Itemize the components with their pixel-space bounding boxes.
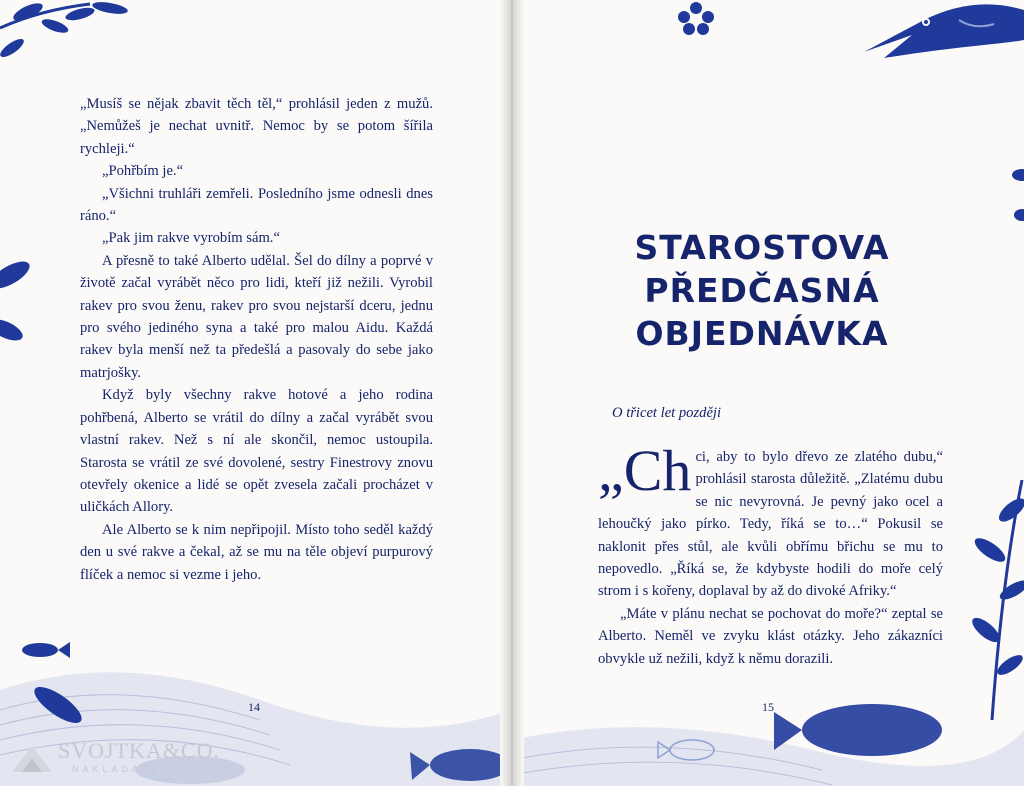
page-number-left: 14 <box>248 700 260 714</box>
chapter-title-line: OBJEDNÁVKA <box>635 314 889 353</box>
bird-illustration <box>864 0 1024 80</box>
publisher-watermark <box>10 738 240 780</box>
publisher-logo-icon <box>10 742 54 776</box>
chapter-title <box>612 226 912 355</box>
paragraph: Když byly všechny rakve hotové a jeho rodina pohřbená, Alberto se vrátil do dílny a začal vyrábět svou vlastní rakev. Než s ní ale skončil, nemoc ustoupila. Starosta se vrátil ze své dovolené, sestry Finestrovy znovu otevřely okenice a lidé se opět zvesela začali procházet v uličkách Allory. <box>80 387 433 516</box>
right-body-text <box>598 438 943 670</box>
paragraph: „Pak jim rakve vyrobím sám.“ <box>102 230 280 247</box>
plant-illustration-right <box>962 480 1024 720</box>
leaf-illustration-right-edge <box>1008 160 1024 230</box>
chapter-subtitle: O třicet let později <box>612 405 722 421</box>
paragraph: A přesně to také Alberto udělal. Šel do dílny a poprvé v životě začal vyrábět něco pro lidi, kteří již nežili. Vyrobil rakev pro svou ženu, rakev pro svou nejstarší dceru, jednu pro svého jediného syna a také pro malou Aidu. Každá rakev byla menší než ta předešlá a pasovaly do sebe jako matrjošky. <box>80 252 433 381</box>
paragraph: „Máte v plánu nechat se pochovat do moře?“ zeptal se Alberto. Neměl ve zvyku klást otázky. Jeho zákazníci obvykle už nežili, když k němu dorazili. <box>598 605 943 667</box>
paragraph-text: ci, aby to bylo dřevo ze zlatého dubu,“ prohlásil starosta důležitě. „Zlatému dubu se nic nevyrovná. Je pevný jako ocel a lehoučký jako pírko. Tedy, říká se to…“ Pokusil se naklonit přes stůl, ale kvůli obřímu břichu se mu to nepovedlo. „Říká se, že kdybyste hodili do moře celý strom i s kořeny, doplaval by až do divoké Afriky.“ <box>598 449 943 600</box>
paragraph: Ale Alberto se k nim nepřipojil. Místo toho seděl každý den u své rakve a čekal, až se mu na těle objeví purpurový flíček a nemoc si vezme i jeho. <box>80 521 433 583</box>
publisher-name: SVOJTKA&CO. <box>58 738 220 763</box>
branch-illustration-top-left <box>0 0 140 80</box>
drop-cap: „Ch <box>598 438 692 503</box>
paragraph: „Všichni truhláři zemřeli. Posledního jsme odnesli dnes ráno.“ <box>80 185 433 225</box>
book-gutter <box>500 0 524 786</box>
paragraph <box>598 438 943 603</box>
paragraph: „Pohřbím je.“ <box>102 163 184 180</box>
left-body-text <box>80 93 433 586</box>
flower-icon <box>676 2 716 36</box>
left-page <box>0 0 510 786</box>
chapter-title-line: PŘEDČASNÁ <box>644 271 880 310</box>
right-page <box>512 0 1024 786</box>
publisher-tagline: NAKLADATELSTVÍ <box>72 764 206 774</box>
paragraph: „Musíš se nějak zbavit těch těl,“ prohlásil jeden z mužů. „Nemůžeš je nechat uvnitř. Nemoc by se potom šířila rychleji.“ <box>80 96 433 157</box>
leaf-illustration-left-edge <box>0 250 40 360</box>
page-number-right: 15 <box>762 700 774 714</box>
chapter-title-line: STAROSTOVA <box>634 228 890 267</box>
